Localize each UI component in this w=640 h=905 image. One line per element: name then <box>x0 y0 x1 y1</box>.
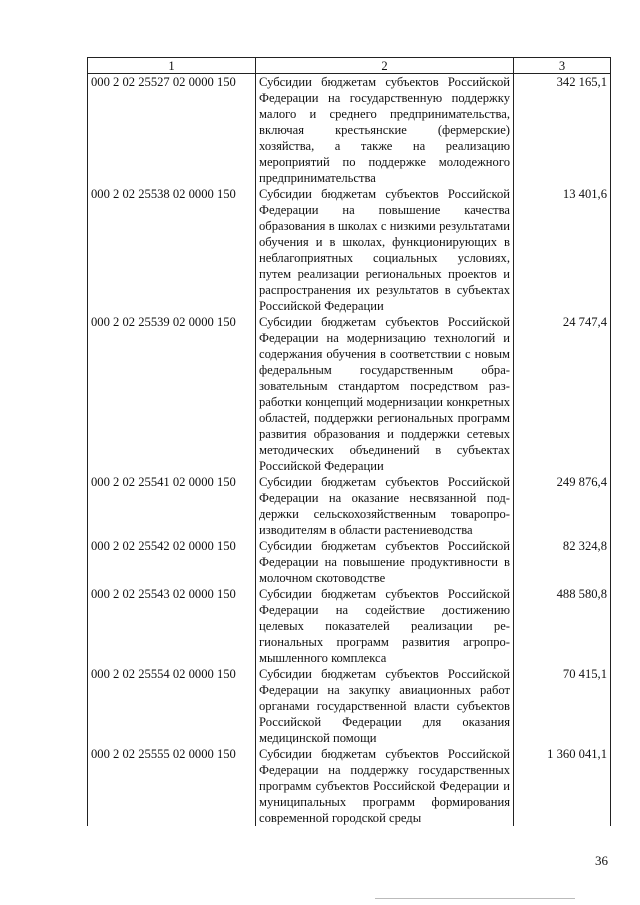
subsidy-description: Субсидии бюджетам субъектов Российской Федерации на оказание несвязанной поддержки сельскохозяйственным товаропроизводителям в области растениеводства <box>256 474 514 538</box>
budget-code: 000 2 02 25539 02 0000 150 <box>88 314 256 474</box>
table-header <box>88 58 611 74</box>
table-row <box>88 314 611 474</box>
column-number-row <box>88 58 611 74</box>
amount: 13 401,6 <box>514 186 611 314</box>
table-row <box>88 666 611 746</box>
budget-table <box>87 57 611 826</box>
table-row <box>88 746 611 826</box>
subsidy-description: Субсидии бюджетам субъектов Российской Федерации на модернизацию технологий и содержания обучения в соответствии с новым федеральным государственным образовательным стандартом посредством разработки концепций модернизации конкретных областей, поддержки региональных программ развития образования и поддержки сетевых методических объединений в субъектах Российской Федерации <box>256 314 514 474</box>
subsidy-description: Субсидии бюджетам субъектов Российской Федерации на поддержку государственных программ субъектов Российской Федерации и муниципальных программ формирования современной городской среды <box>256 746 514 826</box>
amount: 82 324,8 <box>514 538 611 586</box>
budget-code: 000 2 02 25555 02 0000 150 <box>88 746 256 826</box>
budget-code: 000 2 02 25538 02 0000 150 <box>88 186 256 314</box>
column-header-3: 3 <box>514 58 611 74</box>
budget-code: 000 2 02 25527 02 0000 150 <box>88 74 256 187</box>
subsidy-description: Субсидии бюджетам субъектов Российской Федерации на государственную поддержку малого и среднего предпринимательства, включая крестьянские (фермерские) хозяйства, а также на реализацию мероприятий по поддержке молодежного предпринимательства <box>256 74 514 187</box>
amount: 488 580,8 <box>514 586 611 666</box>
page-number: 36 <box>595 853 608 868</box>
table-body <box>88 74 611 827</box>
budget-code: 000 2 02 25543 02 0000 150 <box>88 586 256 666</box>
column-header-1: 1 <box>88 58 256 74</box>
amount: 342 165,1 <box>514 74 611 187</box>
subsidy-description: Субсидии бюджетам субъектов Российской Федерации на закупку авиационных работ органами государственной власти субъектов Российской Федерации для оказания медицинской помощи <box>256 666 514 746</box>
amount: 70 415,1 <box>514 666 611 746</box>
amount: 1 360 041,1 <box>514 746 611 826</box>
table-row <box>88 474 611 538</box>
subsidy-description: Субсидии бюджетам субъектов Российской Федерации на содействие достижению целевых показателей реализации региональных программ развития агропромышленного комплекса <box>256 586 514 666</box>
budget-code: 000 2 02 25554 02 0000 150 <box>88 666 256 746</box>
subsidy-description: Субсидии бюджетам субъектов Российской Федерации на повышение продуктивности в молочном скотоводстве <box>256 538 514 586</box>
budget-code: 000 2 02 25542 02 0000 150 <box>88 538 256 586</box>
column-header-2: 2 <box>256 58 514 74</box>
footer-rule <box>375 898 575 899</box>
table-row <box>88 538 611 586</box>
amount: 249 876,4 <box>514 474 611 538</box>
table-row <box>88 186 611 314</box>
table-row <box>88 586 611 666</box>
table-row <box>88 74 611 187</box>
budget-code: 000 2 02 25541 02 0000 150 <box>88 474 256 538</box>
amount: 24 747,4 <box>514 314 611 474</box>
subsidy-description: Субсидии бюджетам субъектов Российской Федерации на повышение качества образования в школах с низкими результатами обучения и в школах, функционирующих в неблагоприятных социальных условиях, путем реализации региональных проектов и распространения их результатов в субъектах Российской Федерации <box>256 186 514 314</box>
